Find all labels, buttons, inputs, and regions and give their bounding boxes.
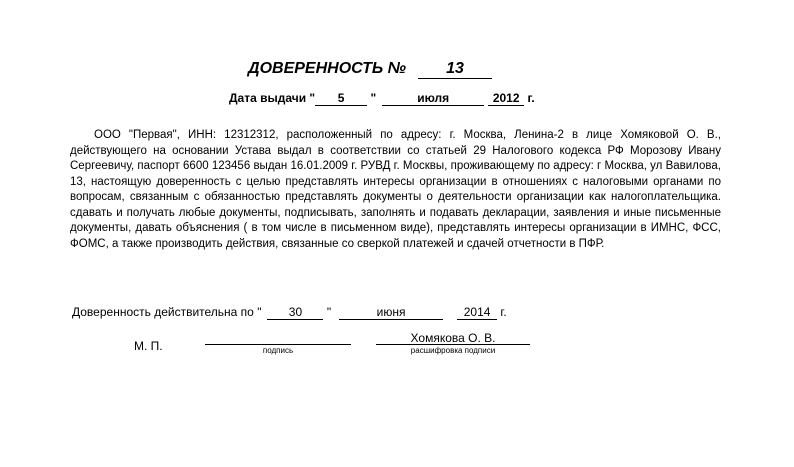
validity-label: Доверенность действительна по: [72, 305, 254, 319]
validity-year-suffix: г.: [500, 305, 507, 319]
validity-month: июня: [339, 305, 443, 320]
issue-quote-open: ": [309, 91, 316, 105]
validity-line: [72, 305, 507, 320]
issue-year: 2012: [488, 91, 524, 106]
validity-year: 2014: [457, 305, 497, 320]
authorization-text: ООО "Первая", ИНН: 12312312, расположенный по адресу: г. Москва, Ленина-2 в лице Хомяковой О. В., действующего на основании Устава выдал в соответствии со статьей 29 Налогового кодекса РФ Морозову Ивану Сергеевичу, паспорт 6600 123456 выдан 16.01.2009 г. РУВД г. Москвы, проживающему по адресу: г Москва, ул Вавилова, 13, настоящую доверенность с целью представлять интересы организации в отношениях с налоговыми органами по вопросам, связанным с обязанностью представлять документы о деятельности организации как налогоплательщика. сдавать и получать любые документы, подписывать, заполнять и подавать декларации, заявления и иные письменные документы, давать объяснения ( в том числе в письменном виде), представлять интересы организации в ИМНС, ФСС, ФОМС, а также производить действия, связанные со сверкой платежей и сдачей отчетности в ПФР.: [70, 129, 721, 250]
signature-caption: подпись: [262, 346, 294, 355]
issue-month: июля: [382, 91, 484, 106]
stamp-label: М. П.: [134, 339, 163, 353]
document-title: [0, 60, 740, 79]
decoding-caption: расшифровка подписи: [410, 346, 496, 355]
validity-day: 30: [267, 305, 323, 320]
validity-quote-close: ": [326, 305, 332, 319]
signature-line: [205, 344, 351, 345]
issue-date-line: [229, 91, 535, 106]
decoding-line: [376, 344, 530, 345]
issue-quote-close: ": [370, 91, 377, 105]
issue-year-suffix: г.: [527, 91, 535, 105]
issue-day: 5: [315, 91, 367, 106]
validity-quote-open: ": [257, 305, 262, 319]
issue-date-label: Дата выдачи: [229, 91, 307, 105]
title-text: ДОВЕРЕННОСТЬ №: [248, 60, 406, 77]
document-number: 13: [418, 60, 492, 79]
signature-decoding-name: Хомякова О. В.: [410, 331, 496, 345]
